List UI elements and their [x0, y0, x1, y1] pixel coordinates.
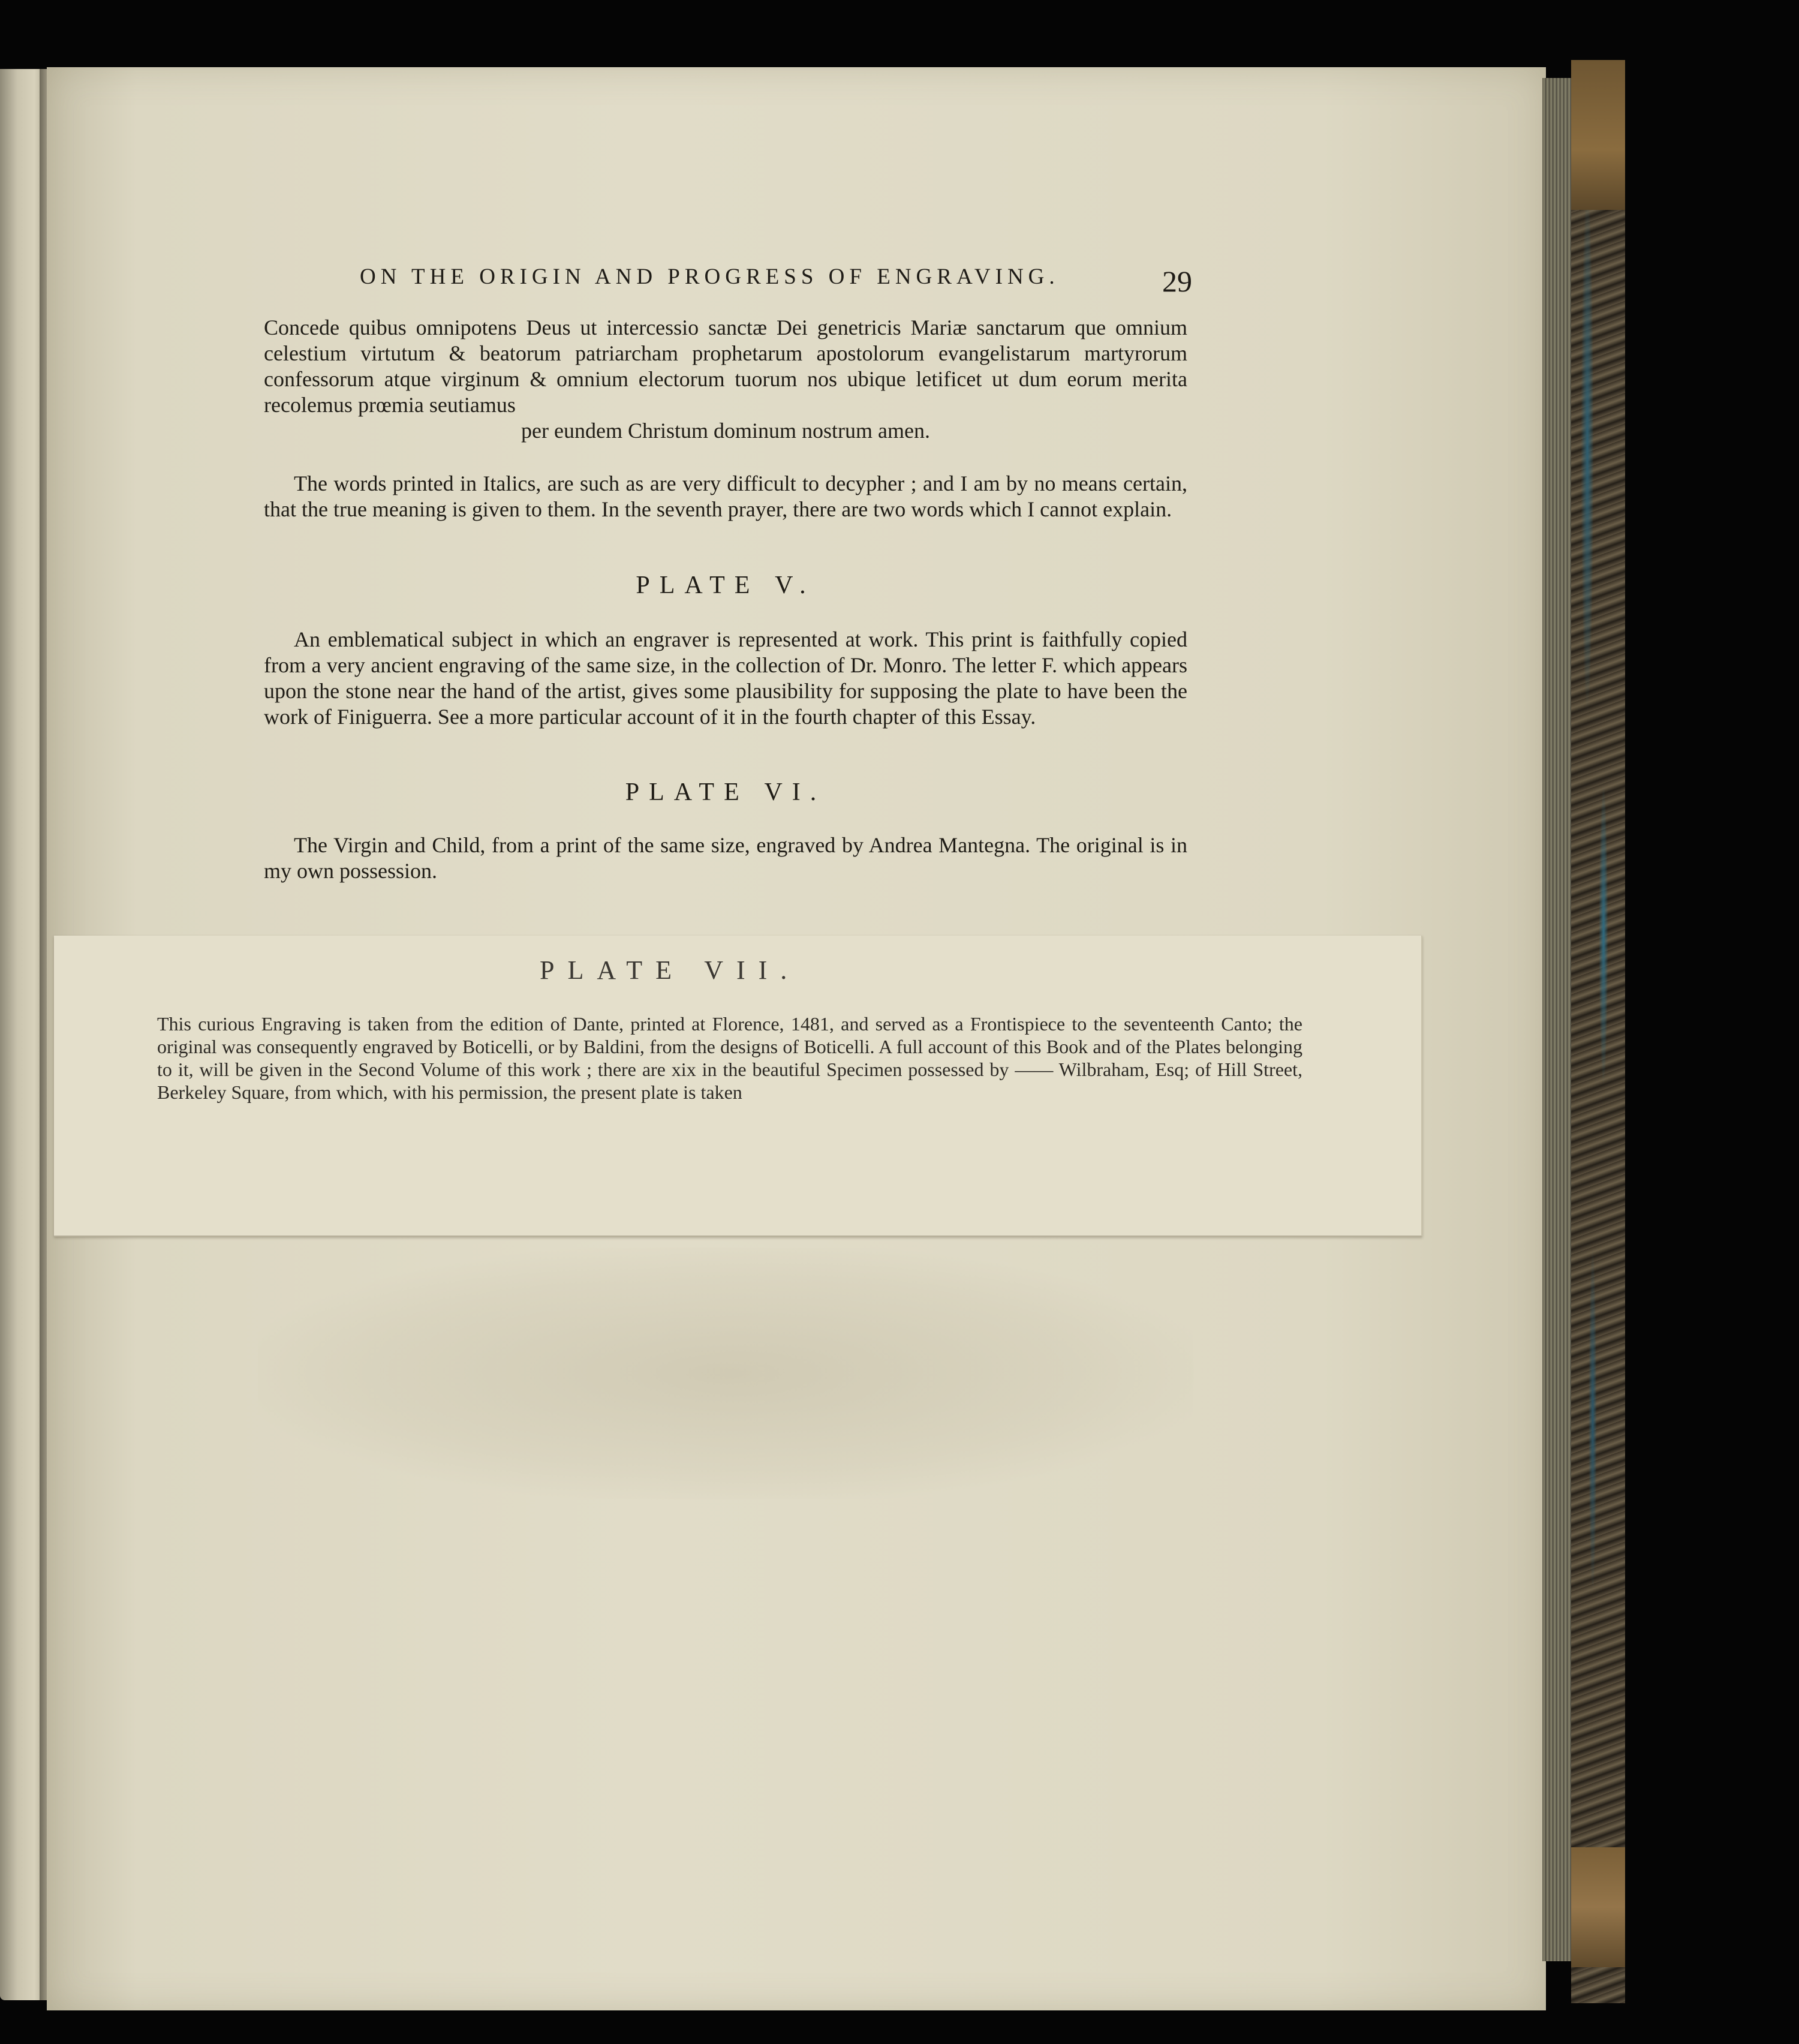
- italics-note: [264, 471, 1187, 522]
- plate-vi-text: The Virgin and Child, from a print of the same size, engraved by Andrea Mantegna. The original is in my own possession.: [264, 833, 1187, 883]
- running-head: ON THE ORIGIN AND PROGRESS OF ENGRAVING.: [360, 264, 1060, 289]
- plate-vi-heading: PLATE VI.: [625, 778, 826, 806]
- plate-vii-text: This curious Engraving is taken from the edition of Dante, printed at Florence, 1481, and served as a Frontispiece to the seventeenth Canto; the original was consequently engraved by Boticelli, or by Baldini, from the designs of Boticelli. A full account of this Book and of the Plates belonging to it, will be given in the Second Volume of this work ; there are xix in the beautiful Specimen possessed by —— Wilbraham, Esq; of Hill Street, Berkeley Square, from which, with his permission, the present plate is taken: [157, 1013, 1302, 1103]
- plate-vi-paragraph: [264, 832, 1187, 884]
- facing-page-edge: [0, 69, 43, 2000]
- plate-v-text: An emblematical subject in which an engraver is represented at work. This print is faithfully copied from a very ancient engraving of the same size, in the collection of Dr. Monro. The letter F. which appears upon the stone near the hand of the artist, gives some plausibility for supposing the plate to have been the work of Finiguerra. See a more particular account of it in the fourth chapter of this Essay.: [264, 627, 1187, 729]
- latin-prayer-text: Concede quibus omnipotens Deus ut intercessio sanctæ Dei genetricis Mariæ sanctarum que omnium celestium virtutum & beatorum patriarcham prophetarum apostolorum evangelistarum martyrorum confessorum atque virginum & omnium electorum tuorum nos ubique letificet ut dum eorum merita recolemus prœmia seutiamus: [264, 315, 1187, 417]
- latin-prayer: [264, 315, 1187, 444]
- plate-v-heading: PLATE V.: [636, 572, 816, 599]
- marbled-cover: [1571, 60, 1625, 2003]
- italics-note-text: The words printed in Italics, are such as are very difficult to decypher ; and I am by no means certain, that the true meaning is given to them. In the seventh prayer, there are two words which I cannot explain.: [264, 471, 1187, 521]
- latin-prayer-closing: per eundem Christum dominum nostrum amen.: [521, 419, 930, 443]
- page-number: 29: [1162, 264, 1192, 298]
- plate-v-paragraph: [264, 627, 1187, 730]
- plate-vii-heading: PLATE VII.: [540, 955, 801, 985]
- leather-corner-bottom: [1571, 1847, 1625, 1967]
- plate-offset-stain: [258, 1248, 1193, 1499]
- leather-corner-top: [1571, 60, 1625, 210]
- page-block-edges: [1542, 78, 1571, 1961]
